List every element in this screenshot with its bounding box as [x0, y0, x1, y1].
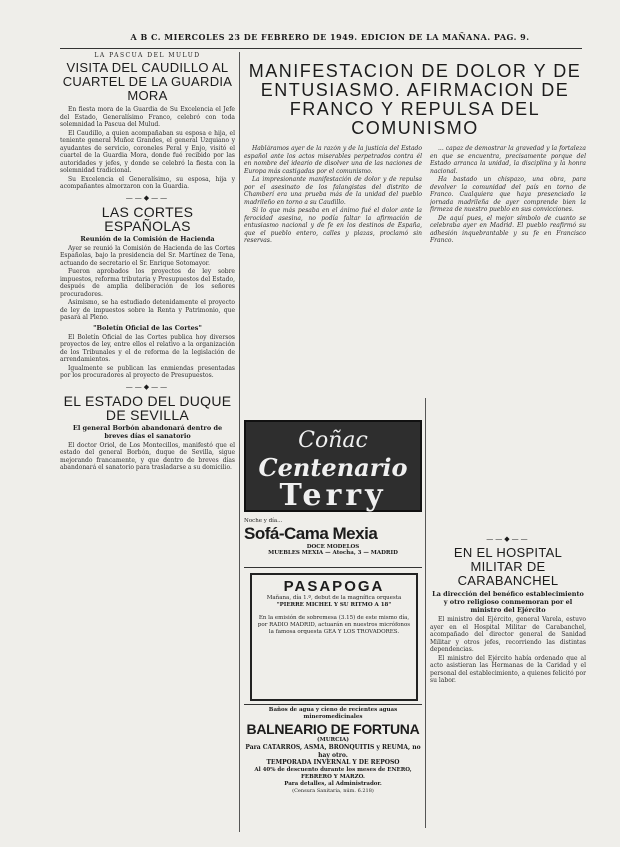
balneario-name: BALNEARIO DE FORTUNA: [246, 721, 420, 737]
story-headline: LAS CORTES ESPAÑOLAS: [101, 203, 194, 234]
cognac-ad-line: Centenario: [258, 453, 408, 482]
paragraph: El ministro del Ejército había ordenado que al acto asistieran las Hermanas de la Caridad y el personal del establecimiento, a quienes felicitó por su labor.: [430, 654, 586, 684]
story-subhead: El general Borbón abandonará dentro de breves días el sanatorio: [72, 423, 223, 440]
paragraph: Si lo que más pesaba en el ánimo fué el dolor ante la ferocidad asesina, no podía faltar la afirmación de entusiasmo nacional y de fe en los destinos de España, que el pueblo entero, calles y plazas, proclamó sin reservas.: [244, 207, 422, 244]
column-divider: [425, 398, 426, 828]
balneario-line: Para CATARROS, ASMA, BRONQUITIS y REUMA, no hay otro.: [245, 744, 421, 759]
column-divider: [239, 52, 240, 832]
pasapoga-line: "PIERRE MICHEL Y SU RITMO A 18": [276, 602, 392, 608]
pasapoga-ad: [250, 573, 418, 701]
balneario-line: Para detalles, al Administrador.: [284, 780, 382, 787]
balneario-ad: [244, 704, 422, 830]
paragraph: Habláramos ayer de la razón y de la justicia del Estado español ante los actos miserables perpetrados contra él en nombre del ideario de disolver una de las naciones de Europa más castigadas por el comunismo.: [244, 145, 422, 175]
balneario-top: Baños de agua y cieno de recientes aguas mineromedicinales: [268, 707, 398, 720]
middle-column: [244, 145, 422, 400]
story-subhead: "Boletín Oficial de las Cortes": [93, 323, 202, 332]
paragraph: Fueron aprobados los proyectos de ley sobre impuestos, reforma tributaria y Presupuestos del Estado, después de amplia deliberación de los señores procuradores.: [60, 268, 235, 298]
separator: ——◆——: [486, 535, 530, 543]
paragraph: En fiesta mora de la Guardia de Su Excelencia el Jefe del Estado, Generalísimo Franco, celebró con toda solemnidad la Pascua del Mulud.: [60, 106, 235, 128]
story-body: [430, 616, 586, 685]
section-label: LA PASCUA DEL MULUD: [94, 52, 201, 59]
sofa-ad-models: DOCE MODELOS: [306, 544, 360, 550]
cognac-ad-line: Coñac: [298, 428, 368, 453]
story-subhead: La dirección del benéfico establecimiento y otro religioso conmemoran por el ministro del Ejército: [432, 590, 584, 614]
pasapoga-line: En la emisión de sobremesa (3.15) de este mismo día, por RADIO MADRID, actuarán en nuestros micrófonos la famosa orquesta GEA Y LOS TROVADORES.: [257, 615, 411, 635]
balneario-place: (MURCIA): [317, 737, 349, 743]
main-headline-block: [244, 62, 586, 138]
paragraph: ... capaz de demostrar la gravedad y la fortaleza en que se encuentra, precisamente porque del Estado arranca la unidad, la disciplina y la honra nacional.: [430, 145, 586, 175]
story-headline: VISITA DEL CAUDILLO AL CUARTEL DE LA GUARDIA MORA: [62, 60, 233, 103]
paragraph: El Caudillo, a quien acompañaban su esposa e hija, el teniente general Muñoz Grandes, el general Uzquiano y ayudantes de servicio, coroneles Peral y Enjo, visitó el cuartel de la Guardia Mora, donde fué recibido por las autoridades y jefes, y donde se celebró la fiesta con la solemnidad tradicional.: [60, 129, 235, 174]
balneario-line: TEMPORADA INVERNAL Y DE REPOSO: [266, 759, 400, 766]
paragraph: Su Excelencia el Generalísimo, su esposa, hija y acompañantes almorzaron con la Guardia.: [60, 175, 235, 190]
sofa-ad-top: Noche y día...: [244, 518, 283, 524]
paragraph: El doctor Oriol, de Los Montecillos, manifestó que el estado del general Borbón, duque de Sevilla, sigue mejorando francamente, y que dentro de breves días abandonará el sanatorio para trasladarse a su domicilio.: [60, 441, 235, 471]
paragraph: Asimismo, se ha estudiado detenidamente el proyecto de ley de impuestos sobre la Renta y Patrimonio, que pasará al Pleno.: [60, 299, 235, 321]
story-body: [60, 334, 235, 380]
main-headline: MANIFESTACION DE DOLOR Y DE ENTUSIASMO. AFIRMACION DE FRANCO Y REPULSA DEL COMUNISMO: [248, 61, 582, 138]
separator: ——◆——: [125, 382, 170, 391]
sofa-ad-address: MUEBLES MEXIA — Atocha, 3 — MADRID: [268, 550, 398, 556]
right-column-lower: [430, 532, 586, 832]
paragraph: Ayer se reunió la Comisión de Hacienda de las Cortes Españolas, bajo la presidencia del Sr. Martínez de Tena, actuando de secretario el Sr. Enrique Sotomayor.: [60, 244, 235, 267]
paragraph: De aquí pues, el mejor símbolo de cuanto se celebraba ayer en Madrid. El pueblo reafirmó su adhesión inquebrantable y su fe en Francisco Franco.: [430, 214, 586, 244]
story-body: [60, 245, 235, 322]
balneario-line: Al 40% de descuento durante los meses de ENERO, FEBRERO Y MARZO.: [254, 766, 412, 780]
pasapoga-line: Mañana, día 1.º, debut de la magnífica orquesta: [266, 595, 402, 601]
left-column: [60, 52, 235, 832]
pasapoga-title: PASAPOGA: [283, 578, 385, 595]
story-subhead: Reunión de la Comisión de Hacienda: [80, 234, 215, 243]
sofa-ad: [244, 518, 422, 568]
separator: ——◆——: [125, 193, 170, 202]
story-body: [430, 145, 586, 245]
right-column: [430, 145, 586, 530]
balneario-line: (Censura Sanitaria, núm. 6.218): [292, 787, 374, 794]
paragraph: Ha bastado un chispazo, una obra, para devolver la comunidad del país en torno de Franco. Cualquiera que haya presenciado la jornada madrileña de ayer comprende bien la firmeza de nuestro pueblo en sus convicciones.: [430, 176, 586, 213]
story-body: [244, 145, 422, 245]
story-headline: EL ESTADO DEL DUQUE DE SEVILLA: [63, 392, 232, 423]
sofa-ad-name: Sofá-Cama Mexia: [244, 524, 378, 543]
paragraph: El Boletín Oficial de las Cortes publica hoy diversos proyectos de ley, entre ellos el relativo a la organización de los Tribunales y el de reforma de la legislación de arrendamientos.: [60, 333, 235, 363]
cognac-ad-brand: Terry: [279, 478, 387, 513]
story-body: [60, 106, 235, 191]
cognac-ad: [244, 420, 422, 512]
paragraph: La impresionante manifestación de dolor y de repulsa por el asesinato de los falangistas del distrito de Chamberí era una prueba más de la unidad del pueblo madrileño en torno a su Caudillo.: [244, 176, 422, 206]
paragraph: El ministro del Ejército, general Varela, estuvo ayer en el Hospital Militar de Carabanchel, acompañado del director general de Sanidad Militar y otros jefes, recorriendo las distintas dependencias.: [430, 616, 586, 653]
page-header: A B C. MIERCOLES 23 DE FEBRERO DE 1949. EDICION DE LA MAÑANA. PAG. 9.: [130, 32, 530, 42]
paragraph: Igualmente se publican las enmiendas presentadas por los procuradores al proyecto de Presupuestos.: [60, 364, 235, 379]
story-body: [60, 442, 235, 472]
header-rule: [60, 48, 582, 49]
story-headline: EN EL HOSPITAL MILITAR DE CARABANCHEL: [453, 545, 563, 588]
